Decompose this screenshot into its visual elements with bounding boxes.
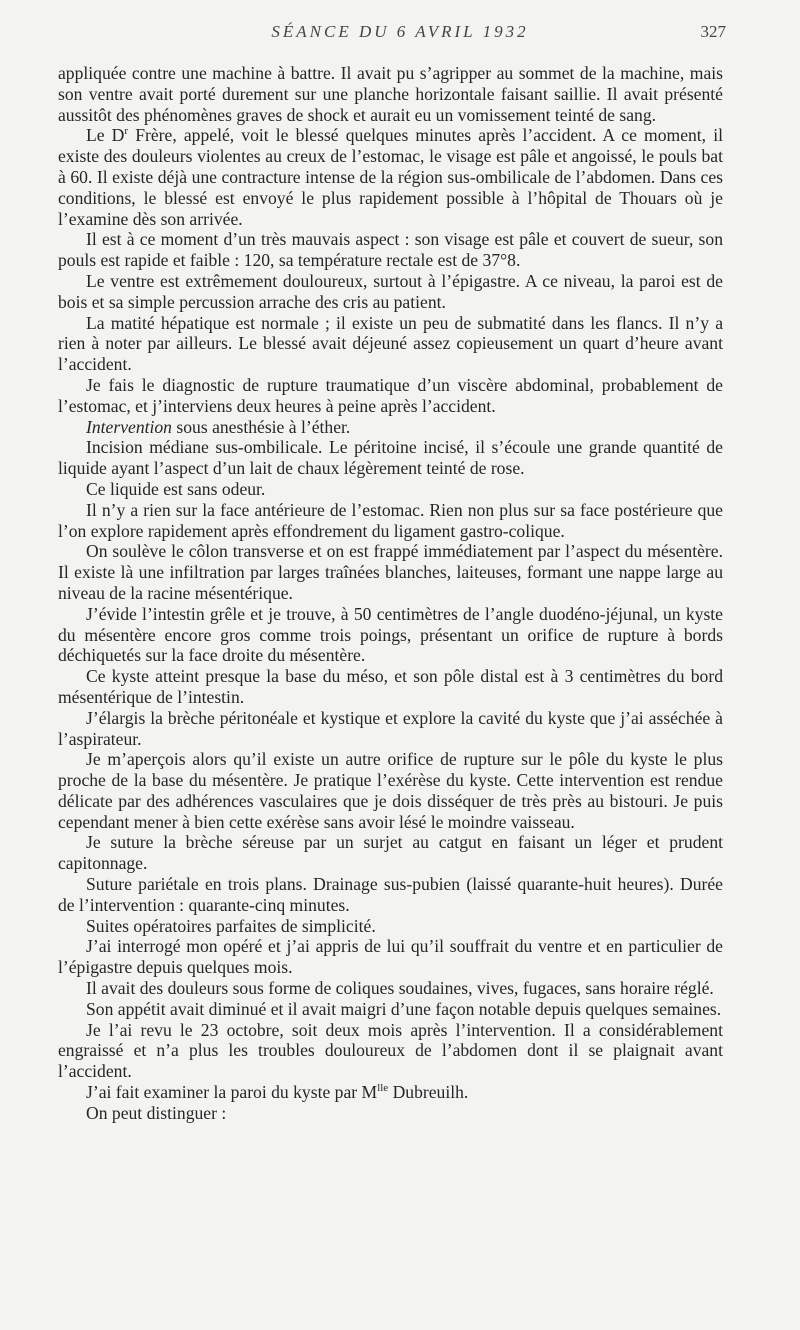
paragraph xyxy=(58,541,723,603)
paragraph-text: On soulève le côlon transverse et on est frappé immédiatement par l’aspect du mésentère. Il existe là une infiltration par larges traînées blanches, laiteuses, formant une nappe large au niveau de la racine mésentérique. xyxy=(58,541,723,603)
paragraph xyxy=(58,63,723,125)
paragraph xyxy=(58,500,723,542)
paragraph xyxy=(58,417,723,438)
paragraph xyxy=(58,708,723,750)
paragraph-lead: J’ai fait examiner la paroi du kyste par M xyxy=(86,1082,378,1103)
page-number: 327 xyxy=(700,22,726,41)
paragraph xyxy=(58,1082,723,1103)
paragraph-text: J’évide l’intestin grêle et je trouve, à 50 centimètres de l’angle duodéno-jéjunal, un kyste du mésentère encore gros comme trois poings, présentant un orifice de rupture à bords déchiquetés sur la face droite du mésentère. xyxy=(58,603,723,666)
paragraph xyxy=(58,1020,723,1082)
page-header xyxy=(0,22,800,46)
paragraph-text: Ce liquide est sans odeur. xyxy=(86,478,266,499)
paragraph xyxy=(58,479,723,500)
paragraph xyxy=(58,1103,723,1124)
superscript: r xyxy=(124,125,129,138)
paragraph xyxy=(58,916,723,937)
paragraph-text: Frère, appelé, voit le blessé quelques minutes après l’accident. A ce moment, il existe des douleurs violentes au creux de l’estomac, le visage est pâle et angoissé, le pouls bat à 60. Il existe déjà une contracture intense de la région sus-ombilicale de l’abdomen. Dans ces conditions, le blessé est envoyé le plus rapidement possible à l’hôpital de Thouars où je l’examine dès son arrivée. xyxy=(58,125,723,229)
paragraph-text: sous anesthésie à l’éther. xyxy=(171,416,351,437)
paragraph-text: Je fais le diagnostic de rupture traumatique d’un viscère abdominal, probablement de l’estomac, et j’interviens deux heures à peine après l’accident. xyxy=(58,374,723,416)
paragraph xyxy=(58,313,723,375)
paragraph-text: Je m’aperçois alors qu’il existe un autre orifice de rupture sur le pôle du kyste le plus proche de la base du mésentère. Je pratique l’exérèse du kyste. Cette intervention est rendue délicate par des adhérences vasculaires que je dois disséquer de très près au bistouri. Je puis cependant mener à bien cette exérèse sans avoir lésé le moindre vaisseau. xyxy=(58,749,723,832)
paragraph-text: Il n’y a rien sur la face antérieure de l’estomac. Rien non plus sur sa face postérieure que l’on explore rapidement après effondrement du ligament gastro-colique. xyxy=(58,499,723,541)
paragraph xyxy=(58,749,723,832)
paragraph-text: J’ai interrogé mon opéré et j’ai appris de lui qu’il souffrait du ventre et en particulier de l’épigastre depuis quelques mois. xyxy=(58,936,723,978)
paragraph-text: Incision médiane sus-ombilicale. Le péritoine incisé, il s’écoule une grande quantité de liquide ayant l’aspect d’un lait de chaux légèrement teinté de rose. xyxy=(58,437,723,479)
body-text xyxy=(58,63,723,1124)
paragraph xyxy=(58,832,723,874)
paragraph-text: On peut distinguer : xyxy=(86,1102,227,1123)
paragraph-lead: Le D xyxy=(86,125,125,146)
paragraph-text: Son appétit avait diminué et il avait maigri d’une façon notable depuis quelques semaines. xyxy=(86,998,722,1019)
paragraph xyxy=(58,936,723,978)
paragraph-text: Suites opératoires parfaites de simplicité. xyxy=(86,915,376,936)
paragraph-text: Je l’ai revu le 23 octobre, soit deux mois après l’intervention. Il a considérablement engraissé et n’a plus les troubles douloureux de l’abdomen dont il se plaignait avant l’accident. xyxy=(58,1019,723,1082)
paragraph xyxy=(58,666,723,708)
paragraph xyxy=(58,437,723,479)
paragraph-text: Suture pariétale en trois plans. Drainage sus-pubien (laissé quarante-huit heures). Durée de l’intervention : quarante-cinq minutes. xyxy=(58,874,723,915)
paragraph xyxy=(58,999,723,1020)
paragraph-text: J’élargis la brèche péritonéale et kystique et explore la cavité du kyste que j’ai asséchée à l’aspirateur. xyxy=(58,707,723,749)
paragraph xyxy=(58,229,723,271)
paragraph-text: Dubreuilh. xyxy=(388,1082,469,1103)
paragraph-text: Ce kyste atteint presque la base du méso, et son pôle distal est à 3 centimètres du bord mésentérique de l’intestin. xyxy=(58,666,723,707)
paragraph xyxy=(58,604,723,666)
paragraph xyxy=(58,271,723,313)
paragraph-text: Le ventre est extrêmement douloureux, surtout à l’épigastre. A ce niveau, la paroi est de bois et sa simple percussion arrache des cris au patient. xyxy=(58,270,723,312)
paragraph-text: Il avait des douleurs sous forme de coliques soudaines, vives, fugaces, sans horaire réglé. xyxy=(86,978,714,999)
paragraph xyxy=(58,874,723,916)
paragraph xyxy=(58,125,723,229)
paragraph-text: La matité hépatique est normale ; il existe un peu de submatité dans les flancs. Il n’y a rien à noter par ailleurs. Le blessé avait déjeuné assez copieusement un quart d’heure avant l’accident. xyxy=(58,312,723,375)
paragraph-text: appliquée contre une machine à battre. Il avait pu s’agripper au sommet de la machine, mais son ventre avait porté durement sur une planche horizontale faisant saillie. Il avait présenté aussitôt des phénomènes graves de shock et aurait eu un vomissement teinté de sang. xyxy=(58,63,723,125)
italic-term: Intervention xyxy=(86,416,172,437)
paragraph-text: Il est à ce moment d’un très mauvais aspect : son visage est pâle et couvert de sueur, son pouls est rapide et faible : 120, sa température rectale est de 37°8. xyxy=(58,229,723,271)
paragraph-text: Je suture la brèche séreuse par un surjet au catgut en faisant un léger et prudent capitonnage. xyxy=(58,832,723,874)
superscript: lle xyxy=(377,1082,389,1095)
running-title: SÉANCE DU 6 AVRIL 1932 xyxy=(271,22,529,41)
paragraph xyxy=(58,375,723,417)
paragraph xyxy=(58,978,723,999)
